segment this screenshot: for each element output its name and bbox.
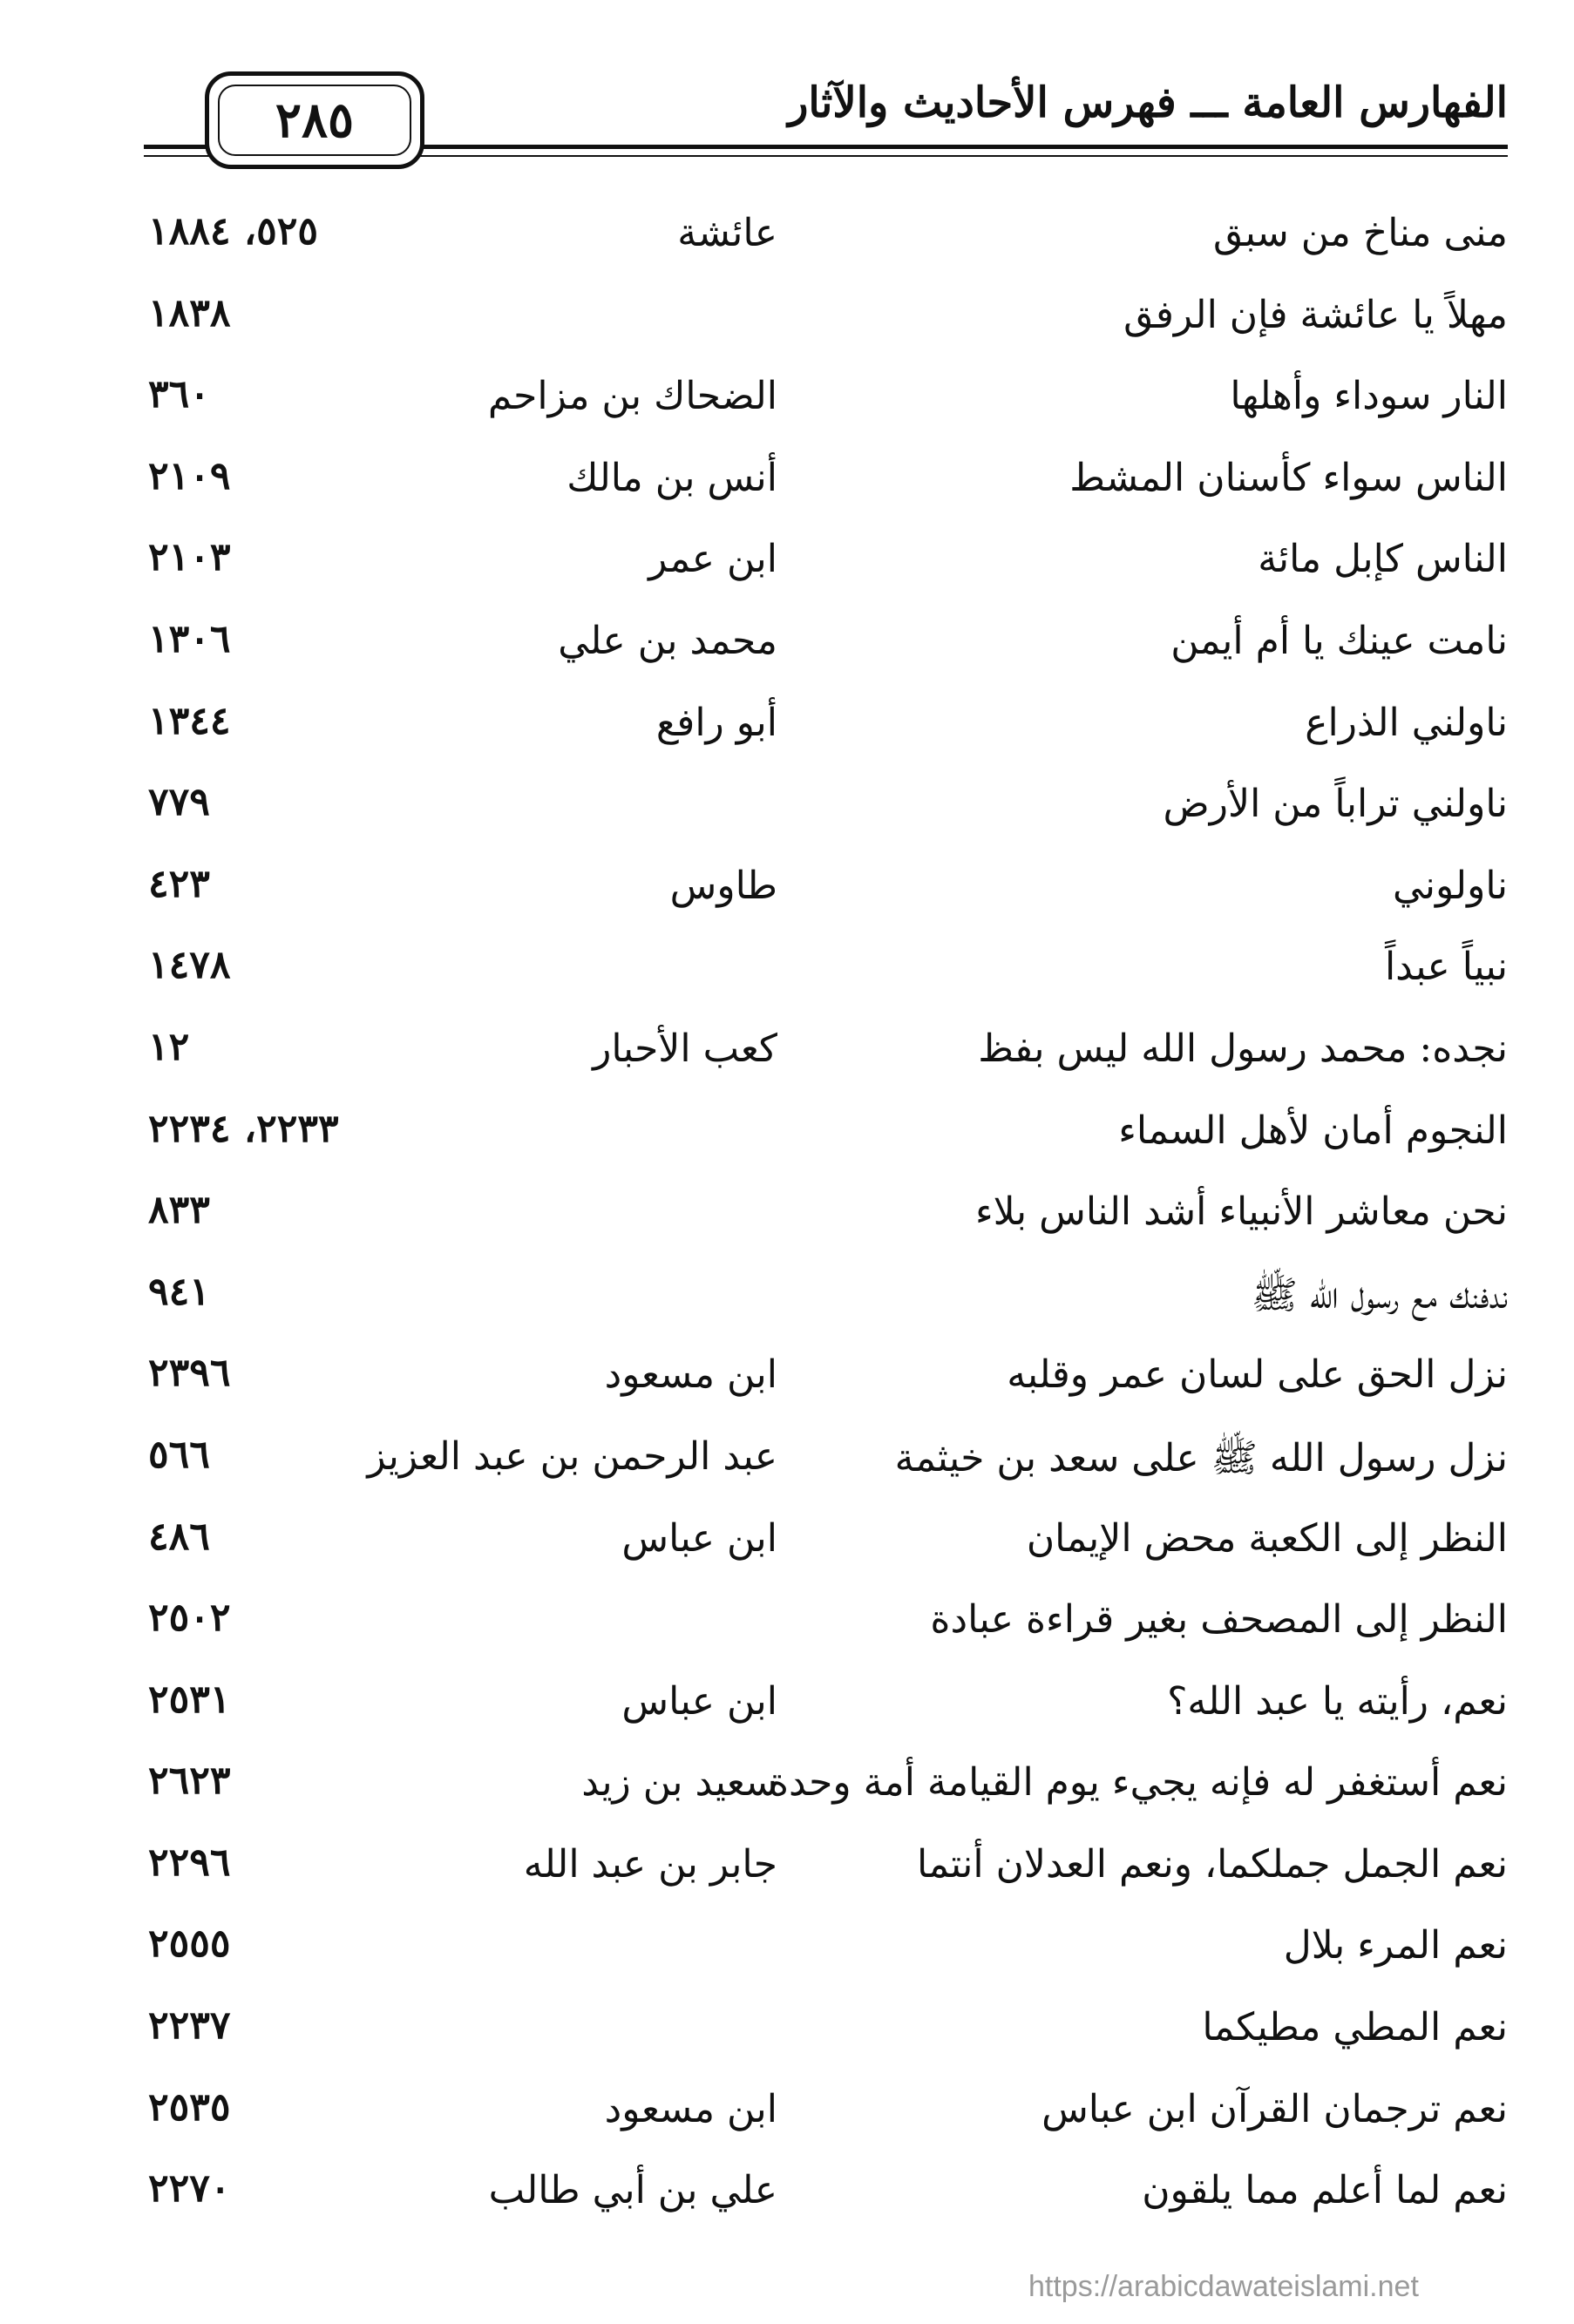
- reference-number: ٥٢٥، ١٨٨٤: [148, 209, 318, 254]
- reference-number: ٢٢٣٧: [148, 2003, 231, 2049]
- hadith-text: نعم ترجمان القرآن ابن عباس: [1041, 2086, 1508, 2131]
- narrator: عائشة: [677, 211, 777, 255]
- narrator: سعيد بن زيد: [581, 1760, 777, 1806]
- index-entry: [144, 525, 1508, 606]
- index-entry: [144, 1830, 1508, 1912]
- reference-number: ٢٢٣٣، ٢٢٣٤: [148, 1106, 339, 1151]
- hadith-text: ناولوني: [1393, 863, 1508, 908]
- reference-number: ١٣٠٦: [148, 616, 231, 661]
- hadith-text: نبياً عبداً: [1384, 945, 1508, 990]
- hadith-text: نزل الحق على لسان عمر وقلبه: [1007, 1352, 1508, 1398]
- reference-number: ٢١٠٣: [148, 535, 231, 580]
- narrator: جابر بن عبد الله: [523, 1841, 777, 1887]
- index-entry: [144, 688, 1508, 770]
- index-entry: [144, 1096, 1508, 1178]
- hadith-text: نعم أستغفر له فإنه يجيء يوم القيامة أمة وحدة: [769, 1760, 1508, 1806]
- hadith-text: نجده: محمد رسول الله ليس بفظ: [978, 1026, 1508, 1071]
- reference-number: ١٣٤٤: [148, 698, 231, 743]
- index-entry: [144, 1585, 1508, 1667]
- hadith-text: النار سوداء وأهلها: [1230, 374, 1508, 419]
- hadith-text: نعم لما أعلم مما يلقون: [1142, 2168, 1508, 2213]
- index-entry: [144, 444, 1508, 525]
- hadith-text: النجوم أمان لأهل السماء: [1118, 1108, 1508, 1153]
- narrator: طاوس: [669, 863, 777, 908]
- hadith-text: الناس سواء كأسنان المشط: [1069, 455, 1508, 500]
- index-entry: [144, 1993, 1508, 2075]
- hadith-text: نحن معاشر الأنبياء أشد الناس بلاء: [974, 1189, 1508, 1235]
- narrator: ابن مسعود: [604, 2086, 777, 2131]
- narrator: ابن عباس: [621, 1515, 777, 1561]
- page-number-frame: [205, 71, 424, 169]
- index-entry: [144, 769, 1508, 851]
- reference-number: ٢٥٣٥: [148, 2084, 231, 2130]
- narrator: أنس بن مالك: [567, 455, 777, 500]
- reference-number: ٢٣٩٦: [148, 1351, 231, 1396]
- reference-number: ٣٦٠: [148, 372, 210, 417]
- hadith-text: نعم، رأيته يا عبد الله؟: [1167, 1678, 1508, 1724]
- index-entry: [144, 1177, 1508, 1259]
- narrator: علي بن أبي طالب: [488, 2168, 777, 2213]
- narrator: ابن عمر: [648, 537, 777, 582]
- index-entry: [144, 1748, 1508, 1830]
- narrator: الضحاك بن مزاحم: [487, 374, 777, 419]
- narrator: عبد الرحمن بن عبد العزيز: [367, 1433, 777, 1479]
- hadith-text: ناولني تراباً من الأرض: [1163, 782, 1508, 827]
- hadith-text: منى مناخ من سبق: [1212, 211, 1508, 255]
- index-entry: [144, 1504, 1508, 1586]
- header-title: الفهارس العامة ـــ فهرس الأحاديث والآثار: [788, 78, 1508, 127]
- narrator: ابن عباس: [621, 1678, 777, 1724]
- hadith-text: مهلاً يا عائشة فإن الرفق: [1123, 292, 1508, 337]
- reference-number: ٥٦٦: [148, 1432, 210, 1477]
- hadith-text: نامت عينك يا أم أيمن: [1170, 618, 1508, 663]
- hadith-text: نزل رسول الله ﷺ على سعد بن خيثمة: [894, 1435, 1508, 1480]
- watermark-url: https://arabicdawateislami.net: [1028, 2270, 1419, 2303]
- hadith-text: ندفنك مع رسول الله ﷺ: [1251, 1272, 1508, 1318]
- index-entry: [144, 1340, 1508, 1422]
- reference-number: ٤٨٦: [148, 1514, 210, 1559]
- reference-number: ١٢: [148, 1024, 190, 1069]
- reference-number: ١٨٣٨: [148, 290, 231, 335]
- reference-number: ٢٥٥٥: [148, 1921, 231, 1967]
- index-entry: [144, 851, 1508, 933]
- hadith-text: نعم الجمل جملكما، ونعم العدلان أنتما: [917, 1841, 1508, 1887]
- hadith-text: ناولني الذراع: [1305, 700, 1508, 745]
- index-entry: [144, 2075, 1508, 2157]
- narrator: ابن مسعود: [604, 1352, 777, 1398]
- hadith-text: الناس كإبل مائة: [1258, 537, 1508, 582]
- hadith-text: النظر إلى الكعبة محض الإيمان: [1026, 1515, 1508, 1561]
- reference-number: ٢٥٠٢: [148, 1596, 231, 1641]
- index-entry: [144, 199, 1508, 281]
- reference-number: ٢٥٣١: [148, 1677, 231, 1722]
- index-entry: [144, 1259, 1508, 1341]
- reference-number: ٢٦٢٣: [148, 1758, 231, 1804]
- hadith-text: نعم المرء بلال: [1283, 1923, 1508, 1968]
- page-number: ٢٨٥: [218, 85, 411, 156]
- index-entry: [144, 281, 1508, 362]
- reference-number: ٤٢٣: [148, 861, 210, 906]
- reference-number: ٨٣٣: [148, 1188, 210, 1233]
- narrator: محمد بن علي: [558, 618, 777, 663]
- hadith-text: نعم المطي مطيكما: [1202, 2005, 1508, 2050]
- reference-number: ٢٢٧٠: [148, 2166, 231, 2212]
- reference-number: ١٤٧٨: [148, 943, 231, 988]
- index-entry: [144, 1422, 1508, 1504]
- index-entry: [144, 2156, 1508, 2238]
- index-entry: [144, 362, 1508, 444]
- reference-number: ٢٢٩٦: [148, 1840, 231, 1885]
- page-header: [144, 61, 1508, 174]
- reference-number: ٧٧٩: [148, 780, 210, 825]
- index-entry: [144, 1014, 1508, 1096]
- reference-number: ٩٤١: [148, 1269, 210, 1314]
- hadith-text: النظر إلى المصحف بغير قراءة عبادة: [930, 1597, 1508, 1643]
- index-entry: [144, 1911, 1508, 1993]
- narrator: أبو رافع: [655, 700, 777, 745]
- index-entry: [144, 932, 1508, 1014]
- reference-number: ٢١٠٩: [148, 453, 231, 498]
- narrator: كعب الأحبار: [593, 1026, 777, 1071]
- index-list: [144, 199, 1508, 2238]
- index-entry: [144, 606, 1508, 688]
- index-entry: [144, 1667, 1508, 1749]
